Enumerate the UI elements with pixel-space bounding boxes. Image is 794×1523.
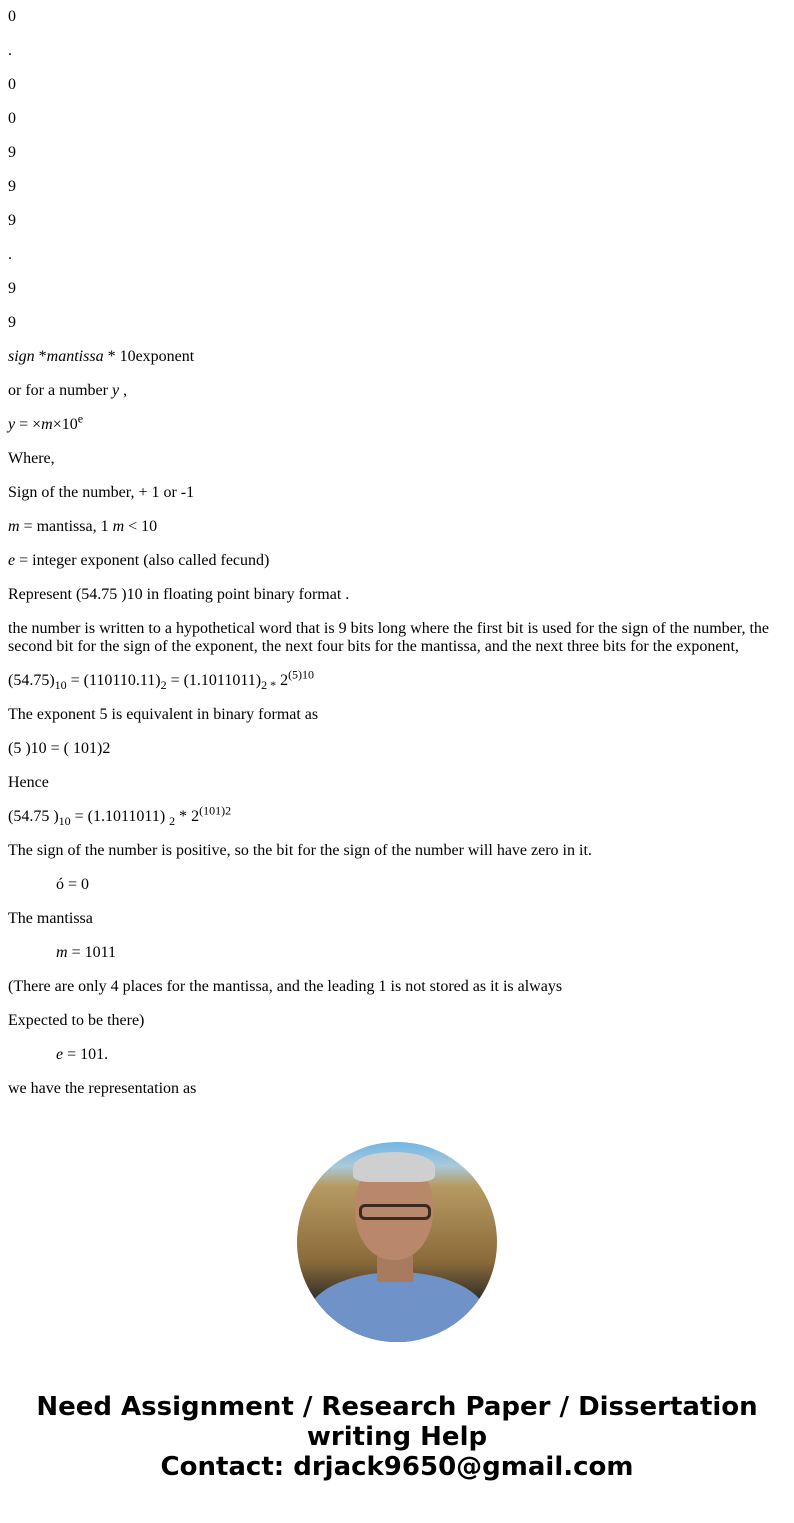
char: . <box>8 42 12 59</box>
t: m <box>56 944 68 961</box>
formula-y <box>8 411 786 434</box>
t: ×10 <box>52 416 78 433</box>
t: y <box>111 382 120 399</box>
sign-line: Sign of the number, + 1 or -1 <box>8 484 195 501</box>
t: = (1.1011011) <box>70 808 170 825</box>
hair <box>353 1152 435 1182</box>
t: m <box>8 518 20 535</box>
help-text: Need Assignment / Research Paper / Dissertation writing Help <box>36 1392 758 1452</box>
t: 2 <box>169 814 176 829</box>
t: , <box>119 382 128 399</box>
representation-line: we have the representation as <box>8 1080 197 1097</box>
char: . <box>8 246 12 263</box>
e-line <box>8 552 786 570</box>
t: = 101. <box>63 1046 109 1063</box>
glasses-icon <box>359 1204 431 1220</box>
sigma-line: ó = 0 <box>56 876 90 893</box>
t: = (1.1011011) <box>166 672 262 689</box>
char: 9 <box>8 144 16 161</box>
t: (5)10 <box>288 667 315 682</box>
author-photo-container <box>8 1142 786 1342</box>
formula-sign-mantissa <box>8 348 786 366</box>
char: 9 <box>8 212 16 229</box>
mantissa-heading: The mantissa <box>8 910 93 927</box>
char: 0 <box>8 8 16 25</box>
t: * <box>34 348 47 365</box>
t: mantissa <box>46 348 104 365</box>
t: y <box>8 416 16 433</box>
mantissa-value <box>8 944 786 962</box>
t: 2 <box>276 672 289 689</box>
t: < 10 <box>124 518 158 535</box>
contact-banner <box>8 1392 786 1482</box>
t: or for a number <box>8 382 112 399</box>
char: 9 <box>8 314 16 331</box>
note-1: (There are only 4 places for the mantissa, and the leading 1 is not stored as it is always <box>8 978 563 995</box>
t: 2 <box>160 678 167 693</box>
t: e <box>56 1046 64 1063</box>
equation-1 <box>8 667 786 693</box>
char: 0 <box>8 76 16 93</box>
t: 10 <box>58 814 71 829</box>
t: = mantissa, 1 <box>19 518 113 535</box>
document <box>8 8 786 1098</box>
line-y <box>8 382 786 400</box>
char: 0 <box>8 110 16 127</box>
t: m <box>112 518 125 535</box>
note-2: Expected to be there) <box>8 1012 145 1029</box>
shirt <box>307 1272 487 1342</box>
sign-positive: The sign of the number is positive, so the bit for the sign of the number will have zero in it. <box>8 842 592 859</box>
exponent-line: The exponent 5 is equivalent in binary format as <box>8 706 319 723</box>
author-photo <box>297 1142 497 1342</box>
question: Represent (54.75 )10 in floating point binary format . <box>8 586 350 603</box>
description: the number is written to a hypothetical word that is 9 bits long where the first bit is used for the sign of the number, the second bit for the sign of the exponent, the next four bits for the mantissa, and the next three bits for the exponent, <box>8 620 769 655</box>
hence: Hence <box>8 774 49 791</box>
equation-3 <box>8 803 786 829</box>
t: e <box>77 411 84 426</box>
t: (54.75) <box>8 672 55 689</box>
char: 9 <box>8 178 16 195</box>
t: (101)2 <box>199 803 232 818</box>
where: Where, <box>8 450 55 467</box>
t: = (110110.11) <box>66 672 161 689</box>
t: * 10exponent <box>103 348 195 365</box>
t: e <box>8 552 16 569</box>
t: sign <box>8 348 35 365</box>
t: (54.75 ) <box>8 808 59 825</box>
t: = × <box>15 416 42 433</box>
exponent-value <box>8 1046 786 1064</box>
t: = 1011 <box>67 944 116 961</box>
m-line <box>8 518 786 536</box>
t: 10 <box>54 678 67 693</box>
t: m <box>41 416 53 433</box>
t: 2 * <box>261 678 277 693</box>
t: * 2 <box>175 808 200 825</box>
equation-2: (5 )10 = ( 101)2 <box>8 740 111 757</box>
t: = integer exponent (also called fecund) <box>15 552 270 569</box>
char: 9 <box>8 280 16 297</box>
contact-text: Contact: drjack9650@gmail.com <box>160 1452 634 1482</box>
